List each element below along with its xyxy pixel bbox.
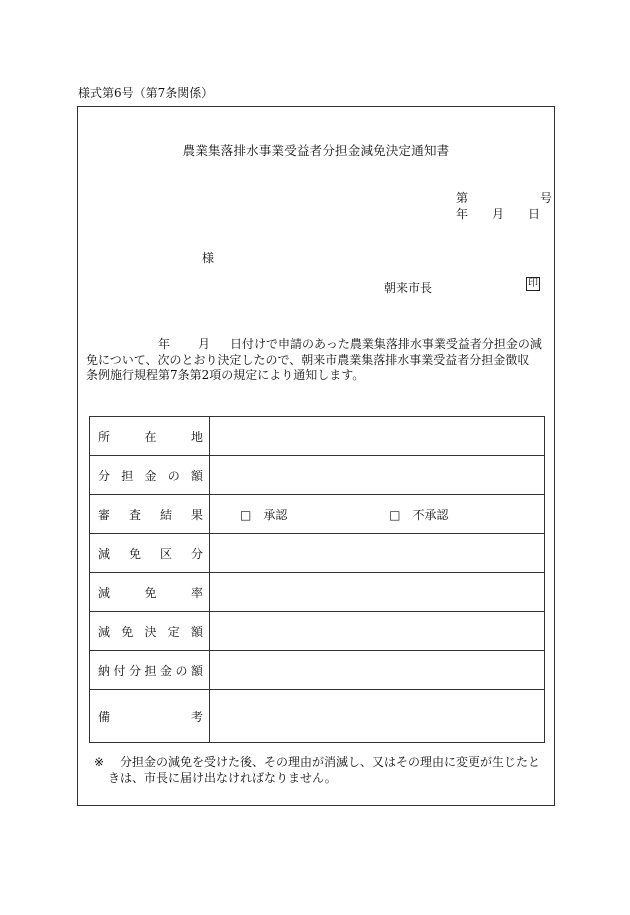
table-row bbox=[90, 651, 545, 690]
table-row bbox=[90, 417, 545, 456]
reject-checkbox[interactable]: □ 不承認 bbox=[389, 507, 449, 522]
body-line-1 bbox=[86, 337, 542, 353]
form-number: 様式第6号（第7条関係） bbox=[78, 86, 214, 100]
value-review-result bbox=[210, 495, 545, 534]
row-label-reduction-rate: 減免率 bbox=[90, 573, 210, 612]
table-row bbox=[90, 495, 545, 534]
date-year: 年 bbox=[456, 207, 469, 221]
issuer-name: 朝来市長 bbox=[384, 281, 433, 295]
table-row bbox=[90, 612, 545, 651]
body-year: 年 bbox=[158, 337, 171, 351]
seal-mark: 印 bbox=[528, 278, 538, 289]
table-row bbox=[90, 456, 545, 495]
note-line-1: 分担金の減免を受けた後、その理由が消滅し、又はその理由に変更が生じたと bbox=[120, 755, 541, 769]
footnote bbox=[94, 755, 540, 786]
row-label-payable-amount: 納付分担金の額 bbox=[90, 651, 210, 690]
document-title: 農業集落排水事業受益者分担金減免決定通知書 bbox=[182, 143, 450, 158]
row-label-review-result: 審査結果 bbox=[90, 495, 210, 534]
note-line-2: きは、市長に届け出なければなりません。 bbox=[108, 770, 337, 785]
details-table bbox=[89, 416, 545, 743]
table-row bbox=[90, 534, 545, 573]
table-row bbox=[90, 690, 545, 743]
body-line-2: 免について、次のとおり決定したので、朝来市農業集落排水事業受益者分担金徴収 bbox=[86, 352, 530, 367]
value-charge-amount[interactable] bbox=[210, 456, 545, 495]
row-label-location: 所在地 bbox=[90, 417, 210, 456]
row-label-reduction-amount: 減免決定額 bbox=[90, 612, 210, 651]
value-reduction-category[interactable] bbox=[210, 534, 545, 573]
value-payable-amount[interactable] bbox=[210, 651, 545, 690]
doc-number-prefix: 第 bbox=[456, 191, 469, 205]
row-label-charge-amount: 分担金の額 bbox=[90, 456, 210, 495]
table-row bbox=[90, 573, 545, 612]
note-mark: ※ bbox=[94, 755, 105, 769]
doc-number-suffix: 号 bbox=[540, 191, 553, 205]
notice-body bbox=[86, 337, 542, 384]
value-remarks[interactable] bbox=[210, 690, 545, 743]
value-location[interactable] bbox=[210, 417, 545, 456]
row-label-reduction-category: 減免区分 bbox=[90, 534, 210, 573]
body-month: 月 bbox=[198, 337, 211, 351]
notice-frame bbox=[77, 106, 555, 806]
date-day: 日 bbox=[528, 207, 541, 221]
addressee-suffix: 様 bbox=[202, 251, 215, 265]
body-line-3: 条例施行規程第7条第2項の規定により通知します。 bbox=[86, 368, 365, 382]
value-reduction-amount[interactable] bbox=[210, 612, 545, 651]
date-month: 月 bbox=[492, 207, 505, 221]
approve-checkbox[interactable]: □ 承認 bbox=[240, 507, 288, 522]
body-line-1-rest: 日付けで申請のあった農業集落排水事業受益者分担金の減 bbox=[230, 337, 542, 351]
value-reduction-rate[interactable] bbox=[210, 573, 545, 612]
row-label-remarks: 備考 bbox=[90, 690, 210, 743]
